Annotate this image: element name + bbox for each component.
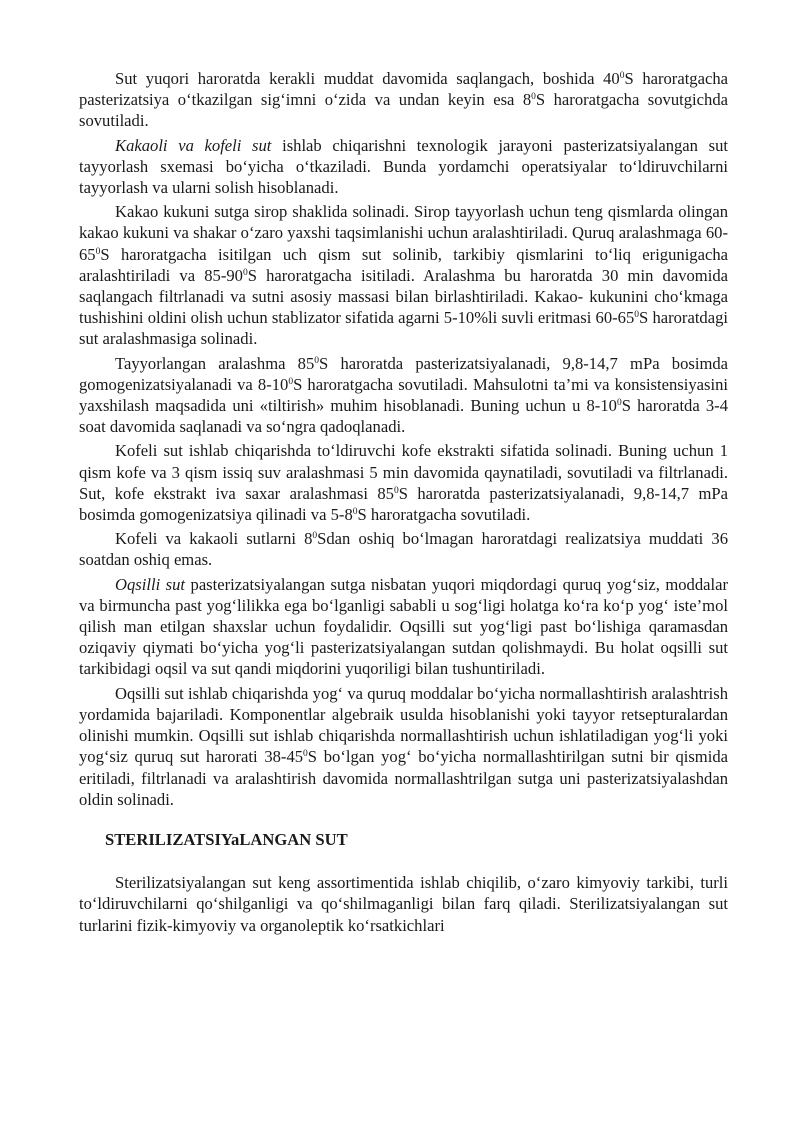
degree-superscript: 0 [312,531,318,542]
paragraph [79,683,728,810]
degree-superscript: 0 [314,355,320,366]
document-body [79,68,728,810]
text-run: S haroratgacha isitilgan uch qism sut solinib, tarkibiy qismlarini to‘liq erigunigacha aralashtiriladi va 85-90 [79,244,728,285]
degree-superscript: 0 [619,71,625,81]
degree-superscript: 0 [616,398,622,409]
text-run: S haroratda pasterizatsiyalanadi, 9,8-14,7 mPa bosimda gomogenizatsiya qilinadi va 5-8 [79,483,728,525]
degree-superscript: 0 [303,749,308,760]
paragraph [79,528,728,570]
paragraph [79,440,728,525]
text-run: Sterilizatsiyalangan sut keng assortimentida ishlab chiqilib, o‘zaro kimyoviy tarkibi, turli to‘ldiruvchilarni qo‘shilganligi va qo‘shilmaganligi bilan farq qiladi. Sterilizatsiyalangan sut turlarini fizik-kimyoviy va organoleptik ko‘rsatkichlari [79,873,728,935]
paragraph [79,135,728,199]
degree-superscript: 0 [634,310,640,321]
text-run: S haroratda pasterizatsiyalanadi, 9,8-14,7 mPa bosimda gomogenizatsiyalanadi va 8-10 [79,353,729,394]
text-run: Kofeli sut ishlab chiqarishda to‘ldiruvchi kofe ekstrakti sifatida solinadi. Buning uchun 1 qism kofe va 3 qism issiq suv aralashmasi 5 min davomida qaynatiladi, sovutiladi va filtrlanadi. Sut, kofe ekstrakt iva saxar aralashmasi 85 [79,441,728,503]
paragraph [79,68,728,132]
text-run: S haroratgacha sovutgichda sovutiladi. [79,90,728,131]
degree-superscript: 0 [95,246,101,257]
degree-superscript: 0 [242,267,248,278]
text-run: Kakao kukuni sutga sirop shaklida solinadi. Sirop tayyorlash uchun teng qismlarda olingan kakao kukuni va shakar o‘zaro yaxshi taqsimlanishi uchun aralashtiriladi. Quruq aralashmaga 60-65 [79,202,728,264]
italic-term: Kakaoli va kofeli sut [115,135,272,155]
section-heading: STERILIZATSIYaLANGAN SUT [105,829,348,849]
text-run: S bo‘lgan yog‘ bo‘yicha normallashtirilgan sutni bir qismida eritiladi, filtrlanadi va aralashtirish davomida normallashtrilgan sutga uni pasterizatsiyalashdan oldin solinadi. [79,747,728,809]
text-run: Sut yuqori haroratda kerakli muddat davomida saqlangach, boshida 40 [115,69,620,88]
text-run: Kofeli va kakaoli sutlarni 8 [115,529,313,549]
text-run: S haroratda 3-4 soat davomida saqlanadi va so‘ngra qadoqlanadi. [79,396,728,437]
text-run: S haroratdagi sut aralashmasiga solinadi. [79,308,729,349]
paragraph [79,574,728,680]
text-run: ishlab chiqarishni texnologik jarayoni pasterizatsiyalangan sut tayyorlash sxemasi bo‘yicha o‘tkaziladi. Bunda yordamchi operatsiyalar to‘ldiruvchilarni tayyorlash va ularni solish hisoblanadi. [79,135,728,198]
text-run: Tayyorlangan aralashma 85 [115,353,315,373]
text-run: S haroratgacha isitiladi. Aralashma bu haroratda 30 min davomida saqlangach filtrlanadi va sutni asosiy massasi bilan birlashtiriladi. Kakao- kukunini cho‘kmaga tushishini oldini olish uchun stablizator sifatida agarni 5-10%li suvli eritmasi 60-65 [79,265,728,328]
paragraph [79,201,728,349]
italic-term: Oqsilli sut [115,574,186,594]
document-body-continued [79,872,728,936]
degree-superscript: 0 [352,507,358,518]
paragraph [79,353,728,438]
degree-superscript: 0 [288,376,294,387]
text-run: S haroratgacha sovutiladi. [357,505,531,525]
text-run: Sdan oshiq bo‘lmagan haroratdagi realizatsiya muddati 36 soatdan oshiq emas. [79,529,728,570]
text-run: S haroratgacha sovutiladi. Mahsulotni ta’mi va konsistensiyasini yaxshilash maqsadida uni «tiltirish» muhim hisoblanadi. Buning uchun u 8-10 [79,374,728,416]
text-run: pasterizatsiyalangan sutga nisbatan yuqori miqdordagi quruq yog‘siz, moddalar va birmuncha past yog‘lilikka ega bo‘lganligi sababli u sog‘ligi holatga ko‘ra ko‘p yog‘ iste’mol qilish man etilgan shaxslar uchun foydalidir. Oqsilli sut yog‘ligi past bo‘lishiga qaramasdan oziqaviy qiymati bo‘yicha yog‘li pasterizatsiyalangan sutdan qolishmaydi. Bu holat oqsilli sut tarkibidagi oqsil va sut qandi miqdorini yuqoriligi bilan tushuntiriladi. [79,574,728,679]
text-run: S haroratgacha pasterizatsiya o‘tkazilgan sig‘imni o‘zida va undan keyin esa 8 [79,69,728,110]
text-run: Oqsilli sut ishlab chiqarishda yog‘ va quruq moddalar bo‘yicha normallashtirish aralashtrish yordamida bajariladi. Komponentlar algebraik usulda hisoblanishi yoki tayyor retsepturalardan olinishi mumkin. Oqsilli sut ishlab chiqarishda normallashtirish uchun ishlatiladigan yog‘li yoki yog‘siz quruq sut harorati 38-45 [79,683,728,767]
degree-superscript: 0 [531,92,536,103]
degree-superscript: 0 [393,485,399,496]
paragraph [79,872,728,936]
